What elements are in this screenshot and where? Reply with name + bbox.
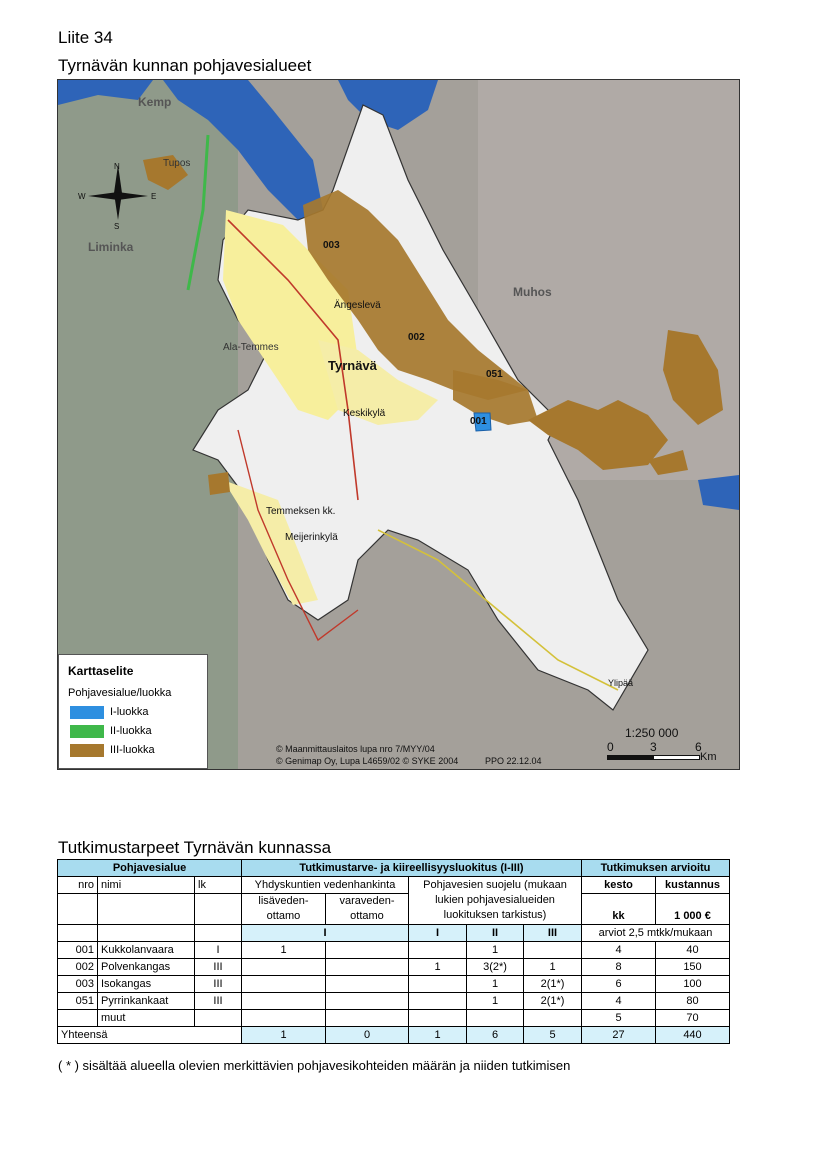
header-nro: nro: [58, 877, 98, 894]
cell-lk: III: [195, 976, 242, 993]
total-kust: 440: [656, 1027, 730, 1044]
header-kesto: kesto: [582, 877, 656, 894]
legend-label-iii: III-luokka: [110, 744, 155, 756]
header-blank-nro: [58, 894, 98, 925]
header4-blank-nimi: [98, 925, 195, 942]
header-eur: 1 000 €: [656, 894, 730, 925]
cell-s3: 1: [524, 959, 582, 976]
cell-s3: [524, 1010, 582, 1027]
header-class-iii: III: [524, 925, 582, 942]
cell-nro: 001: [58, 942, 98, 959]
cell-kust: 80: [656, 993, 730, 1010]
cell-lk: I: [195, 942, 242, 959]
scale-segment-white: [653, 755, 700, 760]
header-kk: kk: [582, 894, 656, 925]
total-label: Yhteensä: [58, 1027, 242, 1044]
header-lisavedenottamo: lisäveden-ottamo: [242, 894, 326, 925]
compass-w: W: [78, 192, 86, 201]
scale-bar: [607, 726, 717, 766]
header-nimi: nimi: [98, 877, 195, 894]
cell-kust: 40: [656, 942, 730, 959]
cell-nro: 051: [58, 993, 98, 1010]
cell-nimi: Kukkolanvaara: [98, 942, 195, 959]
place-tyrnava: Tyrnävä: [328, 358, 377, 373]
place-temmeksen: Temmeksen kk.: [266, 506, 336, 517]
place-meijerinkyla: Meijerinkylä: [285, 532, 338, 543]
table-row: [58, 942, 730, 959]
scale-tick-0: 0: [607, 740, 614, 754]
compass-s: S: [114, 222, 120, 231]
header-suojelu: Pohjavesien suojelu (mukaan lukien pohjavesialueiden luokituksen tarkistus): [409, 877, 582, 925]
table-total-row: [58, 1027, 730, 1044]
header-lk: lk: [195, 877, 242, 894]
place-kempele: Kemp: [138, 95, 172, 109]
table-title: Tutkimustarpeet Tyrnävän kunnassa: [58, 838, 332, 857]
cell-lisa: [242, 1010, 326, 1027]
cell-vara: [326, 942, 409, 959]
cell-lk: III: [195, 959, 242, 976]
cell-kust: 100: [656, 976, 730, 993]
header-yhdyskuntien: Yhdyskuntien vedenhankinta: [242, 877, 409, 894]
area-label-002: 002: [408, 332, 425, 343]
scale-segment-black: [607, 755, 653, 760]
place-keskikyla: Keskikylä: [343, 408, 386, 419]
table-row: [58, 993, 730, 1010]
lake-east: [698, 475, 739, 510]
header4-blank-nro: [58, 925, 98, 942]
table-row: [58, 959, 730, 976]
copyright-line-1: © Maanmittauslaitos lupa nro 7/MYY/04: [276, 744, 435, 754]
header-blank-lk: [195, 894, 242, 925]
legend-swatch-i: [70, 706, 104, 719]
table-header-row-1: [58, 860, 730, 877]
cell-kust: 150: [656, 959, 730, 976]
area-label-003: 003: [323, 240, 340, 251]
area-label-051: 051: [486, 369, 503, 380]
cell-s2: 1: [467, 976, 524, 993]
map-title: Tyrnävän kunnan pohjavesialueet: [58, 56, 312, 75]
cell-s1: [409, 993, 467, 1010]
cell-lk: [195, 1010, 242, 1027]
total-lisa: 1: [242, 1027, 326, 1044]
cell-lisa: [242, 959, 326, 976]
place-ala-temmes: Ala-Temmes: [223, 342, 279, 353]
legend-swatch-ii: [70, 725, 104, 738]
total-s3: 5: [524, 1027, 582, 1044]
header-varavedenottamo: varaveden-ottamo: [326, 894, 409, 925]
cell-kesto: 4: [582, 942, 656, 959]
scale-ratio: 1:250 000: [625, 726, 679, 740]
table-row: [58, 1010, 730, 1027]
cell-vara: [326, 993, 409, 1010]
groundwater-map: [57, 79, 740, 770]
cell-lisa: 1: [242, 942, 326, 959]
cell-s1: [409, 976, 467, 993]
cell-nro: 002: [58, 959, 98, 976]
cell-s1: [409, 1010, 467, 1027]
legend-label-i: I-luokka: [110, 706, 149, 718]
cell-lisa: [242, 976, 326, 993]
header-arvioitu: Tutkimuksen arvioitu: [582, 860, 730, 877]
legend-subtitle: Pohjavesialue/luokka: [68, 687, 172, 699]
cell-s2: 1: [467, 993, 524, 1010]
compass-e: E: [151, 192, 157, 201]
cell-nimi: Pyrrinkankaat: [98, 993, 195, 1010]
total-vara: 0: [326, 1027, 409, 1044]
legend-title: Karttaselite: [68, 664, 134, 678]
header4-blank-lk: [195, 925, 242, 942]
legend-swatch-iii: [70, 744, 104, 757]
scale-tick-6: 6: [695, 740, 702, 754]
cell-vara: [326, 959, 409, 976]
area-label-001: 001: [470, 416, 487, 427]
place-angesleva: Ängeslevä: [334, 300, 381, 311]
place-ylipaa: Ylipää: [608, 678, 634, 688]
cell-s2: [467, 1010, 524, 1027]
table-header-row-3: [58, 894, 730, 925]
total-kesto: 27: [582, 1027, 656, 1044]
table-body: [58, 942, 730, 1027]
cell-vara: [326, 1010, 409, 1027]
copyright-ppo: PPO 22.12.04: [485, 756, 542, 766]
place-liminka: Liminka: [88, 240, 134, 254]
cell-s3: 2(1*): [524, 993, 582, 1010]
cell-lisa: [242, 993, 326, 1010]
cell-s3: [524, 942, 582, 959]
cell-nimi: Polvenkangas: [98, 959, 195, 976]
legend-label-ii: II-luokka: [110, 725, 152, 737]
cell-s1: [409, 942, 467, 959]
cell-nimi: Isokangas: [98, 976, 195, 993]
header-pohjavesialue: Pohjavesialue: [58, 860, 242, 877]
cell-kesto: 5: [582, 1010, 656, 1027]
cell-nro: [58, 1010, 98, 1027]
cell-s3: 2(1*): [524, 976, 582, 993]
cell-lk: III: [195, 993, 242, 1010]
header-arviot: arviot 2,5 mtkk/mukaan: [582, 925, 730, 942]
cell-s2: 1: [467, 942, 524, 959]
header-kustannus: kustannus: [656, 877, 730, 894]
area-small-polygon: [208, 472, 230, 495]
cell-s1: 1: [409, 959, 467, 976]
appendix-label: Liite 34: [58, 28, 113, 47]
footnote: ( * ) sisältää alueella olevien merkittävien pohjavesikohteiden määrän ja niiden tutkimisen: [58, 1058, 571, 1073]
header-class-i-supply: I: [242, 925, 409, 942]
cell-nimi: muut: [98, 1010, 195, 1027]
header-class-i: I: [409, 925, 467, 942]
cell-s2: 3(2*): [467, 959, 524, 976]
scale-unit: Km: [700, 751, 717, 763]
total-s1: 1: [409, 1027, 467, 1044]
scale-tick-3: 3: [650, 740, 657, 754]
header-class-ii: II: [467, 925, 524, 942]
table-header-row-2: [58, 877, 730, 894]
cell-kesto: 4: [582, 993, 656, 1010]
cell-vara: [326, 976, 409, 993]
table-header-row-4: [58, 925, 730, 942]
header-blank-nimi: [98, 894, 195, 925]
cell-kesto: 6: [582, 976, 656, 993]
place-muhos: Muhos: [513, 285, 552, 299]
cell-kust: 70: [656, 1010, 730, 1027]
header-tutkimustarve: Tutkimustarve- ja kiireellisyysluokitus (I-III): [242, 860, 582, 877]
table-row: [58, 976, 730, 993]
cell-kesto: 8: [582, 959, 656, 976]
research-needs-table: [57, 859, 730, 1044]
total-s2: 6: [467, 1027, 524, 1044]
map-legend: [58, 654, 208, 769]
copyright-line-2: © Genimap Oy, Lupa L4659/02 © SYKE 2004: [276, 756, 459, 766]
compass-n: N: [114, 162, 120, 171]
cell-nro: 003: [58, 976, 98, 993]
place-tupos: Tupos: [163, 158, 191, 169]
